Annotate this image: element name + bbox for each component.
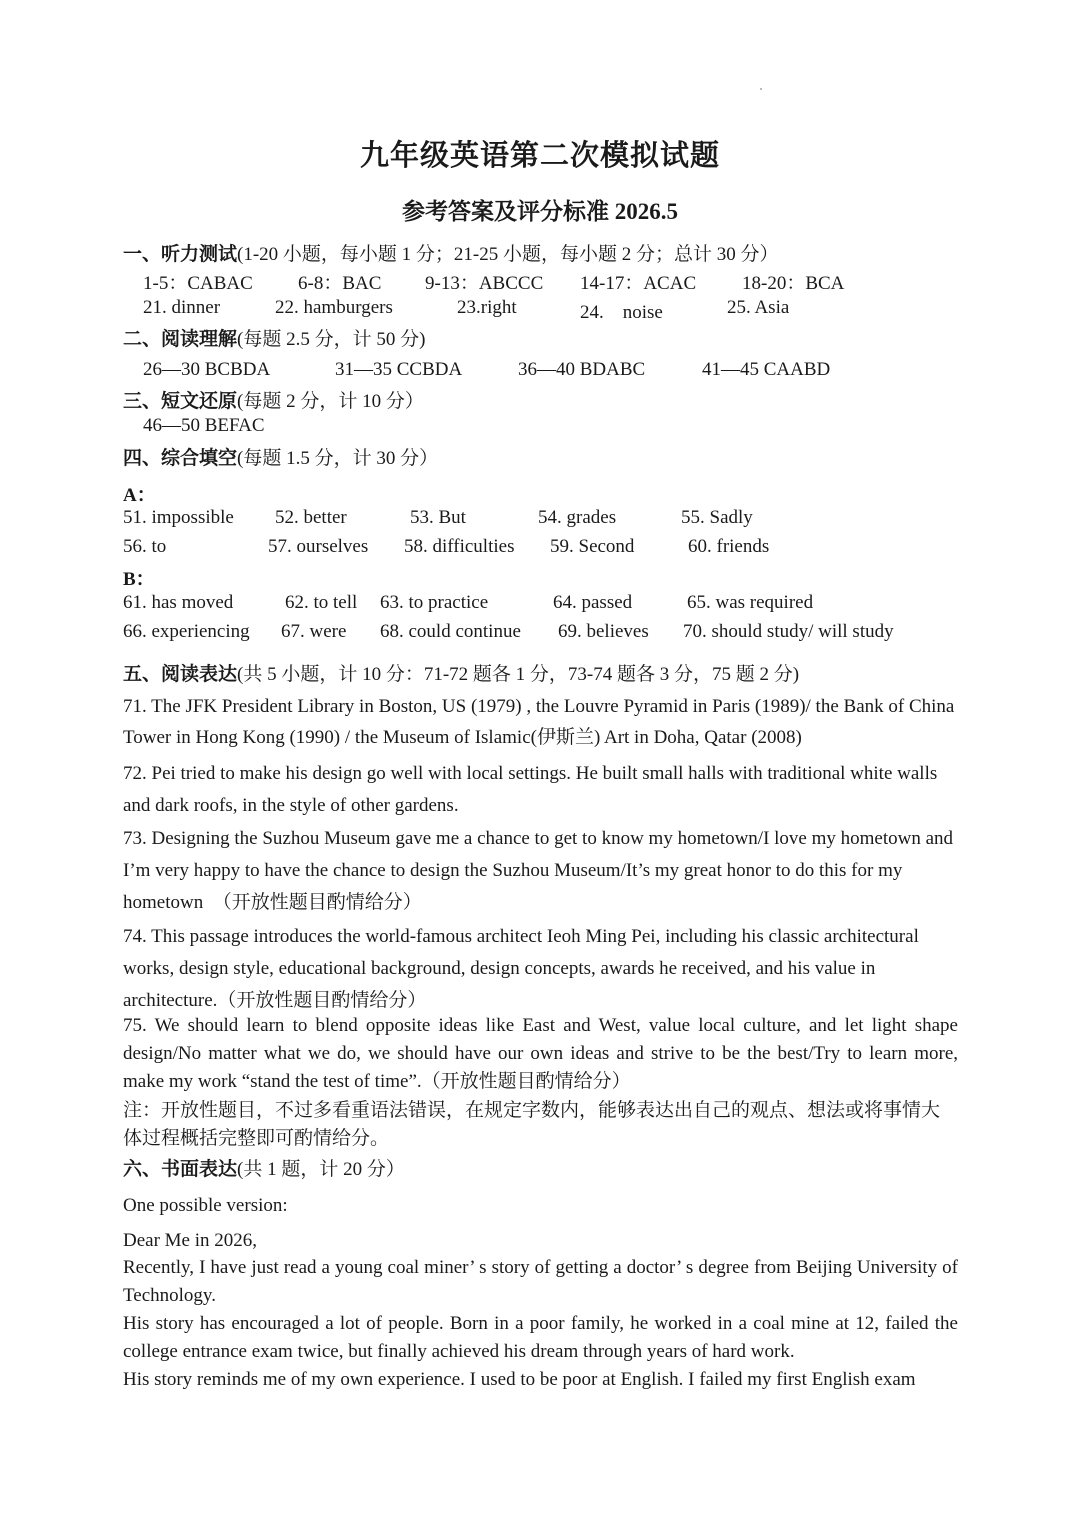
answer-item: 22. hamburgers (275, 297, 393, 318)
answer-paragraph-72: 72. Pei tried to make his design go well with local settings. He built small halls with traditional white walls and dark roofs, in the style of other gardens. (123, 763, 938, 816)
section-score-note: (每题 2.5 分，计 50 分) (237, 329, 426, 350)
answer-item: 70. should study/ will study (683, 621, 894, 642)
answer-item: 58. difficulties (404, 536, 515, 557)
answer-item: 26—30 BCBDA (143, 359, 271, 380)
answer-paragraph-71: 71. The JFK President Library in Boston, US (1979) , the Louvre Pyramid in Paris (1989)/ the Bank of China Tower in Hong Kong (1990) / the Museum of Islamic(伊斯兰) Art in Doha, Qatar (2008) (123, 696, 955, 748)
answer-item: 66. experiencing (123, 621, 250, 642)
section-score-note: (共 1 题，计 20 分） (237, 1159, 405, 1180)
section-heading-reading (123, 324, 425, 351)
answer-item: 46—50 BEFAC (143, 415, 265, 436)
answer-item: 1-5：CABAC (143, 273, 253, 294)
scan-dot (760, 88, 762, 90)
answer-item: 68. could continue (380, 621, 521, 642)
answer-item: 25. Asia (727, 297, 790, 318)
sample-intro: One possible version: (123, 1195, 288, 1216)
answer-item: 18-20：BCA (742, 273, 845, 294)
section-score-note: (1-20 小题，每小题 1 分；21-25 小题，每小题 2 分；总计 30 分） (237, 244, 779, 265)
section-score-note: (每题 2 分，计 10 分） (237, 391, 424, 412)
part-label-b: B： (123, 569, 155, 590)
answer-item: 21. dinner (143, 297, 221, 318)
answer-item: 36—40 BDABC (518, 359, 646, 380)
section-title: 六、书面表达 (123, 1159, 238, 1180)
part-label-a: A： (123, 485, 156, 506)
section-heading-writing (123, 1154, 405, 1181)
section-heading-listening (123, 239, 779, 266)
answer-item: 69. believes (558, 621, 649, 642)
section-title: 二、阅读理解 (123, 329, 238, 350)
answer-item: 55. Sadly (681, 507, 753, 528)
answer-item: 41—45 CAABD (702, 359, 831, 380)
letter-paragraph-3: His story reminds me of my own experience. I used to be poor at English. I failed my first English exam (123, 1369, 916, 1390)
answer-item: 6-8：BAC (298, 273, 382, 294)
answer-item: 9-13：ABCCC (425, 273, 544, 294)
answer-item: 62. to tell (285, 592, 358, 613)
answer-item: 64. passed (553, 592, 633, 613)
page-title: 九年级英语第二次模拟试题 (359, 140, 720, 172)
grading-note: 注：开放性题目，不过多看重语法错误，在规定字数内，能够表达出自己的观点、想法或将事情大体过程概括完整即可酌情给分。 (123, 1100, 941, 1149)
answer-item: 14-17：ACAC (580, 273, 697, 294)
answer-item: 61. has moved (123, 592, 234, 613)
letter-paragraph-2: His story has encouraged a lot of people. Born in a poor family, he worked in a coal mine at 12, failed the college entrance exam twice, but finally achieved his dream through years of hard work. (123, 1313, 958, 1362)
answer-item: 53. But (410, 507, 466, 528)
section-title: 三、短文还原 (123, 391, 238, 412)
answer-paragraph-75: 75. We should learn to blend opposite ideas like East and West, value local culture, and let light shape design/No matter what we do, we should have our own ideas and strive to be the best/Try to learn more, make my work “stand the test of time”.（开放性题目酌情给分） (123, 1015, 958, 1092)
answer-item: 65. was required (687, 592, 814, 613)
answer-item: 56. to (123, 536, 167, 557)
answer-item: 67. were (281, 621, 347, 642)
section-title: 一、听力测试 (123, 244, 238, 265)
section-heading-cloze (123, 443, 438, 470)
answer-item: 54. grades (538, 507, 617, 528)
section-heading-expression (123, 659, 799, 686)
answer-item: 63. to practice (380, 592, 489, 613)
answer-item: 60. friends (688, 536, 770, 557)
section-score-note: (每题 1.5 分，计 30 分） (237, 448, 439, 469)
section-heading-restore (123, 386, 424, 413)
answer-item: 23.right (457, 297, 517, 318)
answer-paragraph-73: 73. Designing the Suzhou Museum gave me a chance to get to know my hometown/I love my hometown and I’m very happy to have the chance to design the Suzhou Museum/It’s my great honor to do this for my hometown （开放性题目酌情给分） (123, 828, 954, 913)
section-title: 五、阅读表达 (123, 664, 238, 685)
answer-item: 52. better (275, 507, 347, 528)
answer-item: 31—35 CCBDA (335, 359, 463, 380)
answer-item: 51. impossible (123, 507, 234, 528)
answer-item: 57. ourselves (268, 536, 369, 557)
answer-paragraph-74: 74. This passage introduces the world-famous architect Ieoh Ming Pei, including his classic architectural works, design style, educational background, design concepts, awards he received, and his value in architecture.（开放性题目酌情给分） (123, 926, 919, 1011)
section-title: 四、综合填空 (123, 448, 238, 469)
letter-greeting: Dear Me in 2026, (123, 1230, 258, 1251)
page-subtitle: 参考答案及评分标准 2026.5 (402, 199, 678, 224)
answer-item: 59. Second (550, 536, 635, 557)
section-score-note: (共 5 小题，计 10 分：71-72 题各 1 分，73-74 题各 3 分，75 题 2 分) (237, 664, 800, 685)
letter-paragraph-1: Recently, I have just read a young coal miner’ s story of getting a doctor’ s degree from Beijing University of Technology. (123, 1257, 958, 1306)
answer-item: 24. noise (580, 302, 663, 323)
